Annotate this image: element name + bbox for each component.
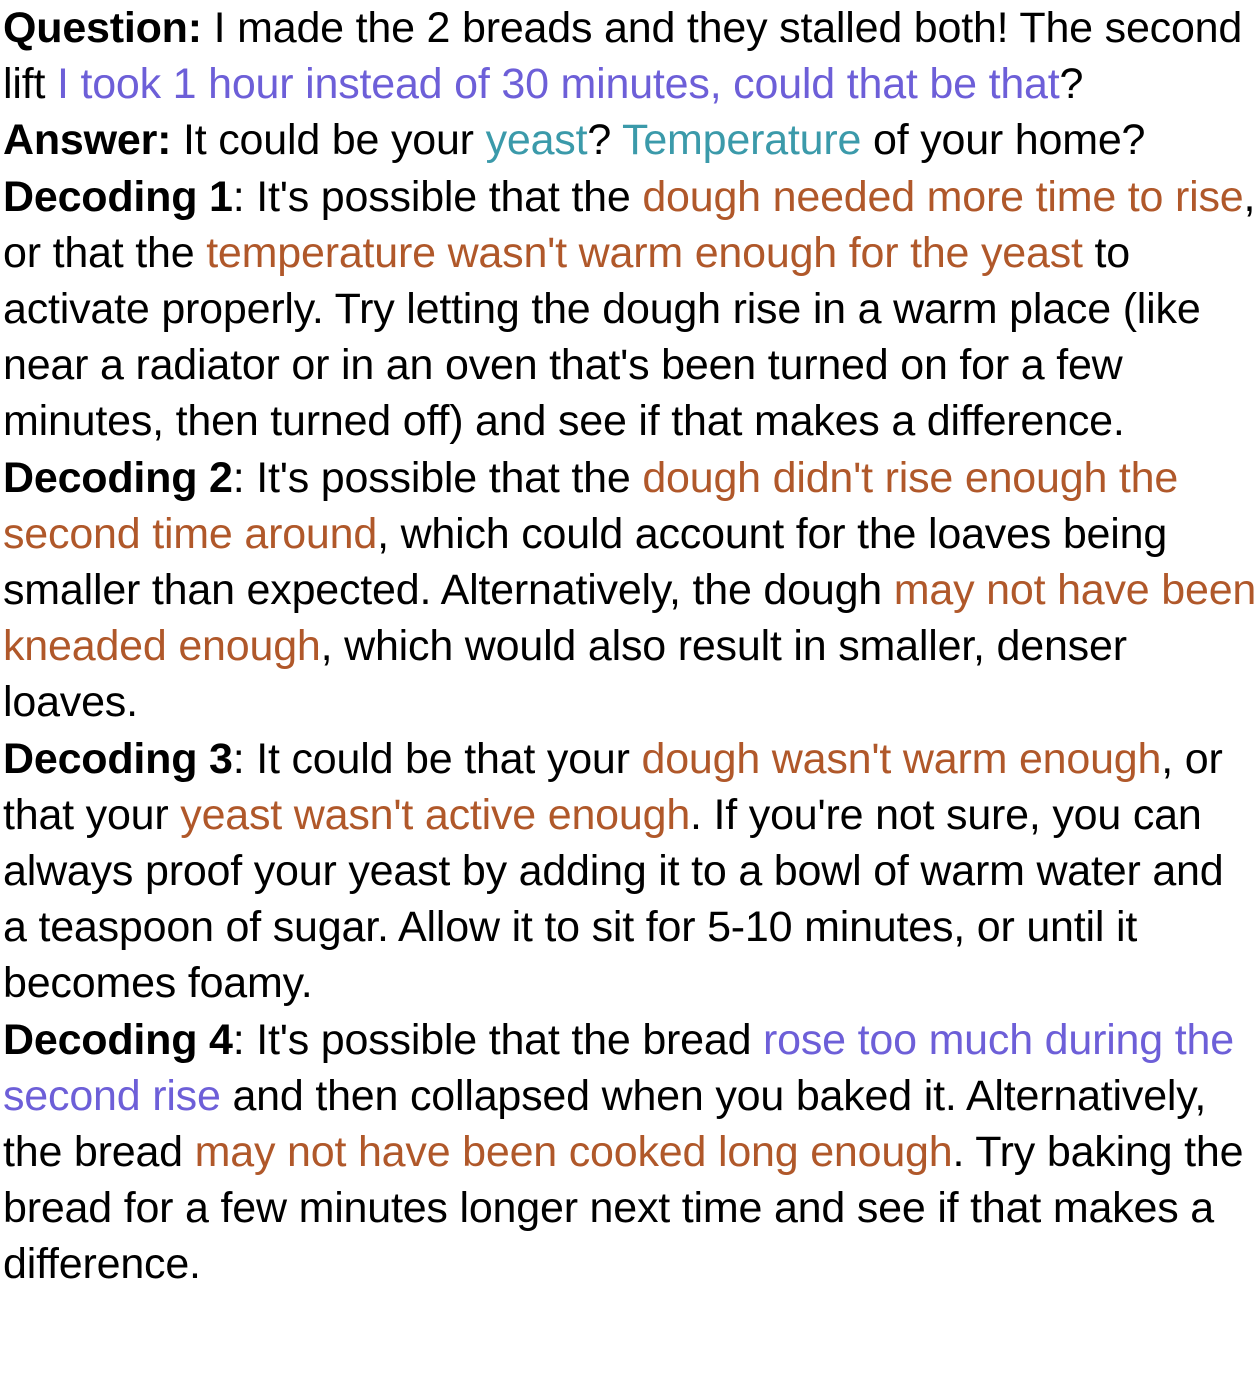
highlighted-phrase: dough didn't rise enough the second time around xyxy=(3,453,1179,558)
text-segment: I made the 2 breads and they stalled both! The second lift xyxy=(3,4,1243,109)
text-segment: , which could account for the loaves being smaller than expected. Alternatively, the dough xyxy=(3,509,1168,615)
text-segment: ? xyxy=(587,116,623,165)
decoding-4-paragraph xyxy=(3,1012,1258,1293)
highlighted-phrase: rose too much during the second rise xyxy=(3,1015,1234,1120)
text-segment: . Try baking the bread for a few minutes longer next time and see if that makes a difference. xyxy=(3,1128,1244,1289)
decoding-3-paragraph xyxy=(3,731,1258,1012)
highlighted-phrase: Temperature xyxy=(622,116,862,165)
text-segment: to activate properly. Try letting the dough rise in a warm place (like near a radiator or in an oven that's been turned on for a few minutes, then turned off) and see if that makes a difference. xyxy=(3,228,1201,446)
text-segment: , or that your xyxy=(3,734,1223,839)
text-segment: of your home? xyxy=(861,116,1146,165)
decoding-4-label: Decoding 4 xyxy=(3,1015,233,1064)
highlighted-phrase: I took 1 hour instead of 30 minutes, could that be that xyxy=(56,60,1060,109)
text-segment: : It could be that your xyxy=(232,734,642,783)
text-segment: It could be your xyxy=(171,116,486,165)
text-segment: : It's possible that the bread xyxy=(232,1015,764,1064)
text-segment: : It's possible that the xyxy=(232,172,643,221)
text-segment: , which would also result in smaller, denser loaves. xyxy=(3,622,1127,727)
answer-label: Answer: xyxy=(3,116,172,165)
decoding-2-paragraph xyxy=(3,450,1258,731)
text-segment: and then collapsed when you baked it. Alternatively, the bread xyxy=(3,1071,1207,1177)
text-segment: : It's possible that the xyxy=(232,453,643,502)
text-segment: . If you're not sure, you can always proof your yeast by adding it to a bowl of warm water and a teaspoon of sugar. Allow it to sit for 5-10 minutes, or until it becomes foamy. xyxy=(3,790,1224,1008)
highlighted-phrase: may not have been cooked long enough xyxy=(194,1128,953,1177)
highlighted-phrase: dough wasn't warm enough xyxy=(641,734,1162,783)
decoding-1-label: Decoding 1 xyxy=(3,172,233,221)
decoding-2-label: Decoding 2 xyxy=(3,453,233,502)
highlighted-phrase: temperature wasn't warm enough for the yeast xyxy=(206,228,1083,277)
decoding-1-paragraph xyxy=(3,169,1258,450)
question-label: Question: xyxy=(3,4,202,52)
text-segment: , or that the xyxy=(3,172,1256,277)
highlighted-phrase: may not have been kneaded enough xyxy=(3,566,1257,671)
highlighted-phrase: dough needed more time to rise xyxy=(642,172,1244,221)
decoding-3-label: Decoding 3 xyxy=(3,734,233,783)
answer-paragraph xyxy=(3,112,1258,168)
question-paragraph xyxy=(3,0,1258,112)
highlighted-phrase: yeast wasn't active enough xyxy=(180,790,691,839)
highlighted-phrase: yeast xyxy=(485,116,588,165)
text-segment: ? xyxy=(1059,60,1084,109)
